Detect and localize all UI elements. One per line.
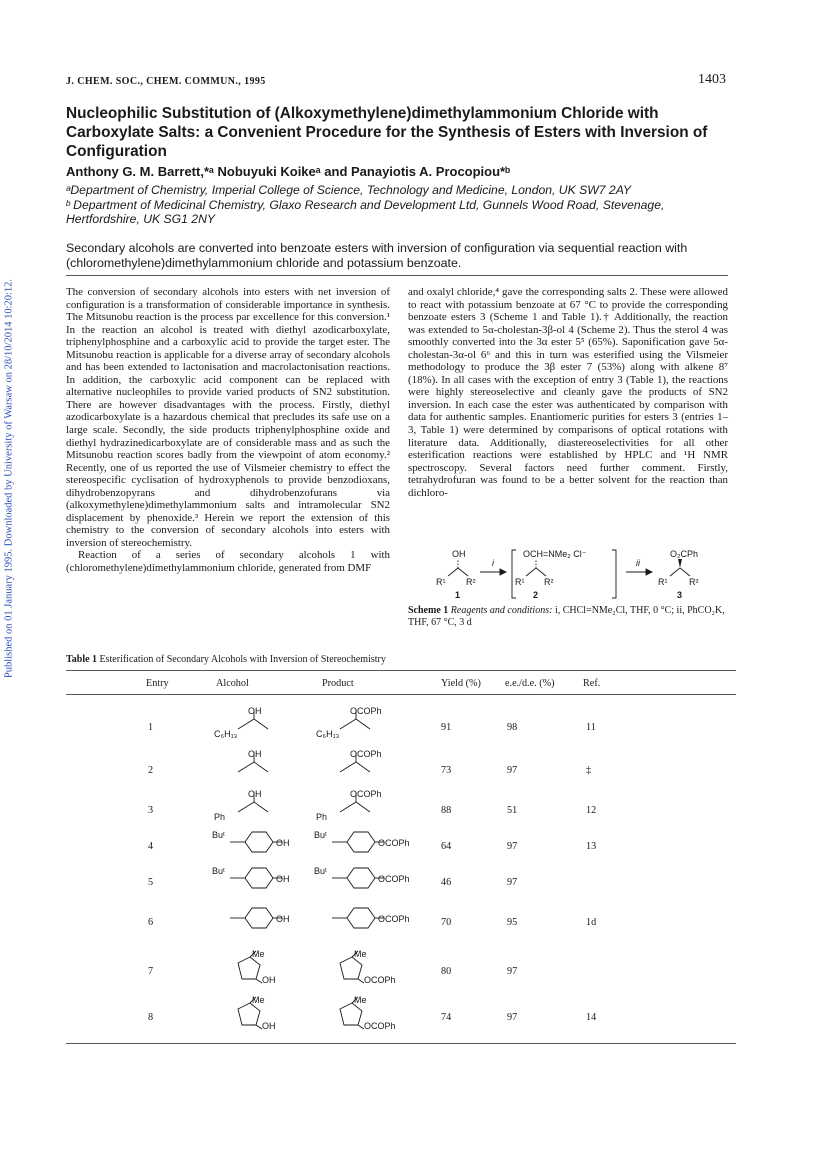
product-functional-group: OCOPh <box>378 914 410 924</box>
cell-ee: 97 <box>507 877 518 888</box>
cell-entry: 2 <box>148 765 154 776</box>
cell-ref: ‡ <box>586 765 592 776</box>
product-structure <box>312 995 412 1031</box>
cell-ref: 13 <box>586 841 597 852</box>
alcohol-structure <box>210 748 310 784</box>
scheme-r1-a: R¹ <box>436 577 446 587</box>
alcohol-substituent: Me <box>252 949 265 959</box>
cell-ee: 97 <box>507 1012 518 1023</box>
cell-entry: 7 <box>148 966 154 977</box>
alcohol-substituent: C₆H₁₃ <box>214 729 238 739</box>
product-substituent: Buᵗ <box>314 830 327 840</box>
product-structure <box>312 900 412 936</box>
product-structure <box>312 788 412 824</box>
cell-yield: 74 <box>441 1012 452 1023</box>
watermark-text: Published on 01 January 1995. Downloaded by University of Warsaw on 28/10/2014 10:20:12. <box>3 278 15 679</box>
table-bottom-rule <box>66 1043 736 1044</box>
product-substituent: Me <box>354 949 367 959</box>
affiliations <box>66 183 736 227</box>
cell-ee: 95 <box>507 917 518 928</box>
cell-ee: 97 <box>507 841 518 852</box>
scheme-oh: OH <box>452 549 466 559</box>
author-list: Anthony G. M. Barrett,*ᵃ Nobuyuki Koikeᵃ and Panayiotis A. Procopiou*ᵇ <box>66 164 511 179</box>
table-title <box>66 654 386 665</box>
product-functional-group: OCOPh <box>378 874 410 884</box>
table-title-text: Esterification of Secondary Alcohols with Inversion of Stereochemistry <box>99 654 386 665</box>
product-substituent: Me <box>354 995 367 1005</box>
scheme-r2-c: R² <box>689 577 699 587</box>
cell-yield: 91 <box>441 722 452 733</box>
product-functional-group: OCOPh <box>378 838 410 848</box>
abstract-rule <box>66 275 728 276</box>
alcohol-structure <box>210 860 310 896</box>
alcohol-functional-group: OH <box>248 789 262 799</box>
product-structure <box>312 705 412 741</box>
header-yield: Yield (%) <box>441 678 481 689</box>
product-structure <box>312 860 412 896</box>
scheme-r2-a: R² <box>466 577 476 587</box>
header-ref: Ref. <box>583 678 601 689</box>
product-substituent: Ph <box>316 812 328 822</box>
product-structure <box>312 748 412 784</box>
scheme-intermediate: OCH=NMe₂ Cl⁻ <box>523 549 587 559</box>
paragraph-1: The conversion of secondary alcohols into esters with net inversion of configuration is a transformation of considerable importance in synthesis. The Mitsunobu reaction is the process par excellence for this conversion.¹ In the reaction an alcohol is treated with diethyl azodicarboxylate, triphenylphosphine and a carboxylic acid to provide the target ester. The Mitsunobu reaction is applicable for a diverse array of secondary alcohols and has been extended to lactonisation and macrolactonisation reactions. In addition, the carboxylic acid component can be replaced with alternative nucleophiles to provide varied products of SN2 substitution. There are however disadvantages with the process. Firstly, diethyl azodicarboxylate is a hazardous chemical that precludes its safe use on a large scale. Secondly, the side products triphenylphosphine oxide and diethyl hydrazinedicarboxylate are of considerable mass and as such the Mitsunobu reaction scores badly from the viewpoint of atom economy.² Recently, one of us reported the use of Vilsmeier chemistry to effect the stereospecific cyclisation of hydroxyphenols to provide benzodioxans, dihydrobenzopyrans and dihydrobenzofurans via (alkoxymethylene)dimethylammonium salts and intramolecular SN2 displacement by phenoxide.³ Herein we report the extension of this chemistry to the conversion of secondary alcohols into esters with inversion of stereochemistry. <box>66 286 390 549</box>
alcohol-functional-group: OH <box>248 749 262 759</box>
cell-ee: 98 <box>507 722 518 733</box>
page-number: 1403 <box>698 72 726 87</box>
paragraph-3: and oxalyl chloride,⁴ gave the corresponding salts 2. These were allowed to react with potassium benzoate at 67 °C to provide the corresponding benzoate esters 3 (Scheme 1 and Table 1).† Additionally, the reaction was extended to 5α-cholestan-3β-ol 4 (Scheme 2). Thus the sterol 4 was smoothly converted into the 3α ester 5⁵ (65%). Saponification gave 5α-cholestan-3α-ol 6⁶ and this in turn was esterified using the Vilsmeier methodology to produce the 3β ester 7 (53%) along with alkene 8⁷ (18%). In all cases with the exception of entry 3 (Table 1), the reactions were highly stereoselective and cleanly gave the products of SN2 inversion. In each case the ester was authenticated by comparison with data for authentic samples. Enantiomeric purities for esters 3 (entries 1–3, Table 1) were determined by comparisons of optical rotations with literature data. Additionally, diastereoselectivities for all other esterification reactions were established by HPLC and ¹H NMR spectroscopy. Several factors need further comment. Firstly, tetrahydrofuran was found to be a better solvent for the reaction than dichloro- <box>408 286 728 499</box>
header-rule <box>66 694 736 695</box>
scheme-caption-label: Scheme 1 <box>408 605 449 616</box>
compound-label-1: 1 <box>455 590 461 600</box>
cell-ref: 14 <box>586 1012 597 1023</box>
alcohol-functional-group: OH <box>262 975 276 985</box>
reagent-ii: ii <box>636 558 640 568</box>
alcohol-structure <box>210 705 310 741</box>
reagent-i: i <box>492 558 494 568</box>
cell-ref: 1d <box>586 917 597 928</box>
header-product: Product <box>322 678 354 689</box>
download-watermark <box>2 270 16 690</box>
header-ee: e.e./d.e. (%) <box>505 678 555 689</box>
alcohol-functional-group: OH <box>276 838 290 848</box>
cell-yield: 64 <box>441 841 452 852</box>
table-label: Table 1 <box>66 654 98 665</box>
cell-entry: 5 <box>148 877 154 888</box>
alcohol-functional-group: OH <box>248 706 262 716</box>
product-substituent: C₆H₁₃ <box>316 729 340 739</box>
alcohol-substituent: Buᵗ <box>212 866 225 876</box>
cell-ee: 97 <box>507 765 518 776</box>
scheme-caption <box>408 605 734 629</box>
scheme-r1-c: R¹ <box>658 577 668 587</box>
product-functional-group: OCOPh <box>350 706 382 716</box>
scheme-caption-italic: Reagents and conditions: <box>450 605 553 616</box>
product-substituent: Buᵗ <box>314 866 327 876</box>
cell-entry: 3 <box>148 805 154 816</box>
product-functional-group: OCOPh <box>364 1021 396 1031</box>
alcohol-functional-group: OH <box>276 874 290 884</box>
cell-yield: 80 <box>441 966 452 977</box>
cell-yield: 73 <box>441 765 452 776</box>
header-entry: Entry <box>146 678 169 689</box>
product-functional-group: OCOPh <box>350 789 382 799</box>
left-column <box>66 286 390 575</box>
compound-label-3: 3 <box>677 590 683 600</box>
running-header <box>66 72 726 90</box>
cell-ref: 11 <box>586 722 596 733</box>
cell-entry: 6 <box>148 917 154 928</box>
cell-yield: 70 <box>441 917 452 928</box>
product-structure <box>312 949 412 985</box>
scheme-r2-b: R² <box>544 577 554 587</box>
compound-label-2: 2 <box>533 590 539 600</box>
cell-yield: 46 <box>441 877 452 888</box>
cell-entry: 8 <box>148 1012 154 1023</box>
right-column <box>408 286 728 499</box>
alcohol-structure <box>210 995 310 1031</box>
article-title: Nucleophilic Substitution of (Alkoxymethylene)dimethylammonium Chloride with Carboxylate Salts: a Convenient Procedure for the Synthesis of Esters with Inversion of Configuration <box>66 105 708 160</box>
table-top-rule <box>66 670 736 671</box>
cell-yield: 88 <box>441 805 452 816</box>
product-structure <box>312 824 412 860</box>
alcohol-structure <box>210 900 310 936</box>
cell-ref: 12 <box>586 805 597 816</box>
scheme-product-group: O₂CPh <box>670 549 699 559</box>
paragraph-2: Reaction of a series of secondary alcohols 1 with (chloromethylene)dimethylammonium chloride, generated from DMF <box>66 549 390 575</box>
header-alcohol: Alcohol <box>216 678 249 689</box>
abstract: Secondary alcohols are converted into benzoate esters with inversion of configuration via sequential reaction with (chloromethylene)dimethylammonium chloride and potassium benzoate. <box>66 241 688 270</box>
scheme-r1-b: R¹ <box>515 577 525 587</box>
alcohol-structure <box>210 949 310 985</box>
product-functional-group: OCOPh <box>364 975 396 985</box>
alcohol-substituent: Ph <box>214 812 226 822</box>
cell-entry: 1 <box>148 722 154 733</box>
affiliation-b: ᵇ Department of Medicinal Chemistry, Glaxo Research and Development Ltd, Gunnels Wood Road, Stevenage, Hertfordshire, UK SG1 2NY <box>66 197 665 227</box>
scheme-1 <box>408 548 728 608</box>
journal-citation: J. CHEM. SOC., CHEM. COMMUN., 1995 <box>66 76 266 87</box>
cell-ee: 97 <box>507 966 518 977</box>
alcohol-structure <box>210 824 310 860</box>
cell-entry: 4 <box>148 841 154 852</box>
scheme-caption-text: i, CHCl=NMe₂Cl, THF, 0 °C; ii, PhCO₂K, THF, 67 °C, 3 d <box>408 605 725 628</box>
alcohol-functional-group: OH <box>276 914 290 924</box>
scheme-drawing <box>408 548 728 608</box>
alcohol-substituent: Buᵗ <box>212 830 225 840</box>
affiliation-a: ᵃDepartment of Chemistry, Imperial College of Science, Technology and Medicine, London, UK SW7 2AY <box>66 183 632 197</box>
cell-ee: 51 <box>507 805 518 816</box>
alcohol-functional-group: OH <box>262 1021 276 1031</box>
alcohol-substituent: Me <box>252 995 265 1005</box>
product-functional-group: OCOPh <box>350 749 382 759</box>
alcohol-structure <box>210 788 310 824</box>
